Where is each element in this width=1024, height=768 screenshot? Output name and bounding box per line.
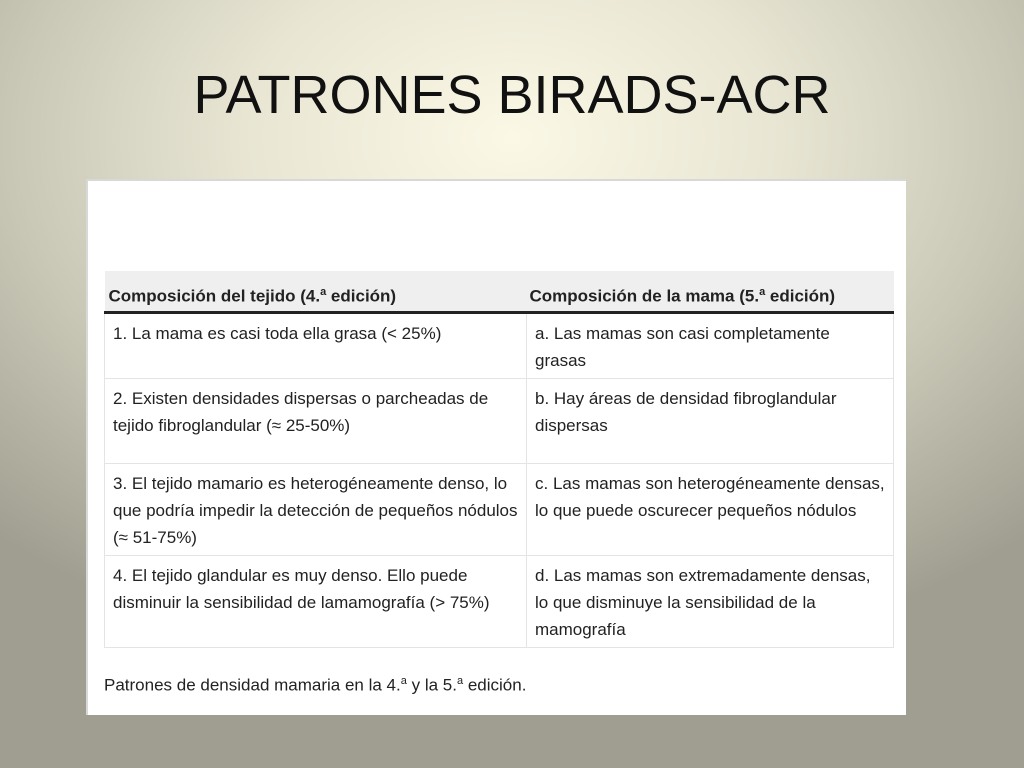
table-cell-5th: d. Las mamas son extremadamente densas, lo que disminuye la sensibilidad de la mamografía	[527, 556, 894, 648]
table-caption	[104, 675, 526, 696]
table-row	[105, 464, 894, 556]
caption-sup-2: a	[456, 675, 464, 687]
caption-sup-1: a	[400, 675, 407, 687]
table-cell-4th: 1. La mama es casi toda ella grasa (< 25%)	[105, 313, 527, 379]
content-panel	[86, 179, 906, 715]
header-4th-sup: a	[320, 285, 327, 298]
header-5th-edition	[527, 271, 894, 313]
header-5th-sup: a	[759, 285, 766, 298]
header-4th-text: Composición del tejido (4.	[108, 286, 321, 306]
caption-part-3: edición.	[463, 675, 527, 695]
table-row	[105, 379, 894, 464]
header-5th-suffix: edición)	[765, 286, 836, 306]
table-cell-4th: 2. Existen densidades dispersas o parcheadas de tejido fibroglandular (≈ 25-50%)	[105, 379, 527, 464]
table-header-row	[105, 271, 894, 313]
header-4th-edition	[105, 271, 527, 313]
caption-part-1: Patrones de densidad mamaria en la 4.	[104, 675, 401, 695]
table-cell-4th: 4. El tejido glandular es muy denso. Ello puede disminuir la sensibilidad de lamamografía (> 75%)	[105, 556, 527, 648]
caption-part-2: y la 5.	[406, 675, 457, 695]
table-cell-5th: c. Las mamas son heterogéneamente densas, lo que puede oscurecer pequeños nódulos	[527, 464, 894, 556]
table-row	[105, 556, 894, 648]
table-cell-5th: a. Las mamas son casi completamente grasas	[527, 313, 894, 379]
table-row	[105, 313, 894, 379]
table-cell-5th: b. Hay áreas de densidad fibroglandular dispersas	[527, 379, 894, 464]
slide-title: PATRONES BIRADS-ACR	[193, 65, 831, 125]
table-cell-4th: 3. El tejido mamario es heterogéneamente denso, lo que podría impedir la detección de pequeños nódulos (≈ 51-75%)	[105, 464, 527, 556]
header-5th-text: Composición de la mama (5.	[529, 286, 760, 306]
header-4th-suffix: edición)	[326, 286, 397, 306]
density-table	[104, 271, 894, 648]
density-table-wrapper	[104, 271, 893, 648]
